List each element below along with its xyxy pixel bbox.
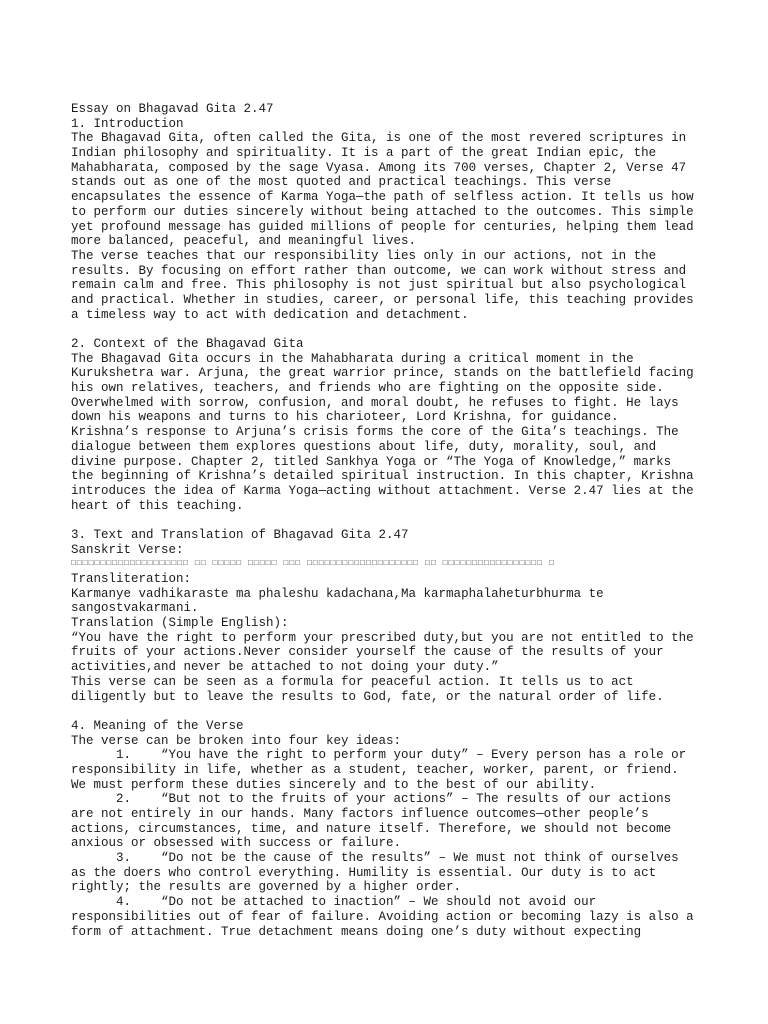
paragraph-line: Transliteration: bbox=[71, 572, 192, 586]
paragraph-line: The Bhagavad Gita occurs in the Mahabharata during a critical moment in the bbox=[71, 351, 634, 366]
paragraph-line: encapsulates the essence of Karma Yoga—the path of selfless action. It tells us how bbox=[71, 190, 694, 205]
paragraph-line: “You have the right to perform your prescribed duty,but you are not entitled to the bbox=[71, 630, 694, 645]
paragraph-line: his own relatives, teachers, and friends who are fighting on the opposite side. bbox=[71, 381, 664, 396]
paragraph-spacer bbox=[71, 322, 701, 337]
section-heading: 3. Text and Translation of Bhagavad Gita 2.47 bbox=[71, 527, 409, 542]
paragraph-line: Mahabharata, composed by the sage Vyasa. Among its 700 verses, Chapter 2, Verse 47 bbox=[71, 160, 687, 175]
paragraph-line: rightly; the results are governed by a higher order. bbox=[71, 880, 462, 895]
document-title: Essay on Bhagavad Gita 2.47 bbox=[71, 102, 274, 116]
paragraph-line: Overwhelmed with sorrow, confusion, and moral doubt, he refuses to fight. He lays bbox=[71, 395, 679, 410]
paragraph-line: activities,and never be attached to not doing your duty.” bbox=[71, 660, 499, 675]
paragraph-line: This verse can be seen as a formula for peaceful action. It tells us to act bbox=[71, 674, 634, 689]
paragraph-line: Indian philosophy and spirituality. It is a part of the great Indian epic, the bbox=[71, 146, 657, 161]
section-meaning bbox=[71, 719, 701, 939]
paragraph-line: Karmanye vadhikaraste ma phaleshu kadachana,Ma karmaphalaheturbhurma te bbox=[71, 586, 604, 601]
paragraph-line: as the doers who control everything. Humility is essential. Our duty is to act bbox=[71, 865, 657, 880]
paragraph-line: Kurukshetra war. Arjuna, the great warrior prince, stands on the battlefield facing bbox=[71, 366, 694, 381]
list-item-line: 3. “Do not be the cause of the results” – We must not think of ourselves bbox=[71, 851, 679, 866]
paragraph-line: The Bhagavad Gita, often called the Gita, is one of the most revered scriptures in bbox=[71, 131, 687, 146]
paragraph-line: down his weapons and turns to his charioteer, Lord Krishna, for guidance. bbox=[71, 410, 619, 425]
paragraph-line: actions, circumstances, time, and nature itself. Therefore, we should not become bbox=[71, 821, 672, 836]
paragraph-line: We must perform these duties sincerely and to the best of our ability. bbox=[71, 777, 597, 792]
section-heading: 1. Introduction bbox=[71, 116, 184, 131]
paragraph-line: to perform our duties sincerely without being attached to the outcomes. This simple bbox=[71, 204, 694, 219]
paragraph-line: a timeless way to act with dedication and detachment. bbox=[71, 307, 469, 322]
paragraph-line: results. By focusing on effort rather than outcome, we can work without stress and bbox=[71, 263, 687, 278]
paragraph-line: sangostvakarmani. bbox=[71, 601, 199, 616]
paragraph-line: the beginning of Krishna’s detailed spiritual instruction. In this chapter, Krishna bbox=[71, 469, 694, 484]
paragraph-line: anxious or obsessed with success or failure. bbox=[71, 836, 402, 851]
sanskrit-verse-missing-glyphs: □□□□□□□□□□□□□□□□□□□□ □□ □□□□□ □□□□□ □□□ □□□□□□□□□□□□□□□□□□□ □□ □□□□□□□□□□□□□□□□□ □ bbox=[71, 559, 555, 569]
paragraph-line: Sanskrit Verse: bbox=[71, 542, 184, 557]
paragraph-line: responsibilities out of fear of failure. Avoiding action or becoming lazy is also a bbox=[71, 909, 694, 924]
paragraph-spacer bbox=[71, 704, 701, 719]
list-item-line: 4. “Do not be attached to inaction” – We should not avoid our bbox=[71, 895, 597, 910]
section-heading: 2. Context of the Bhagavad Gita bbox=[71, 337, 304, 351]
paragraph-line: and practical. Whether in studies, career, or personal life, this teaching provides bbox=[71, 292, 694, 307]
paragraph-line: Translation (Simple English): bbox=[71, 616, 289, 631]
paragraph-line: yet profound message has guided millions of people for centuries, helping them lead bbox=[71, 219, 694, 234]
paragraph-line: form of attachment. True detachment means doing one’s duty without expecting bbox=[71, 924, 642, 939]
paragraph-line: fruits of your actions.Never consider yourself the cause of the results of your bbox=[71, 645, 664, 660]
paragraph-line: divine purpose. Chapter 2, titled Sankhya Yoga or “The Yoga of Knowledge,” marks bbox=[71, 454, 672, 469]
paragraph-line: responsibility in life, whether as a student, teacher, worker, parent, or friend. bbox=[71, 762, 679, 777]
section-heading: 4. Meaning of the Verse bbox=[71, 718, 244, 733]
list-item-line: 1. “You have the right to perform your duty” – Every person has a role or bbox=[71, 748, 687, 763]
paragraph-line: The verse teaches that our responsibility lies only in our actions, not in the bbox=[71, 248, 657, 263]
paragraph-line: introduces the idea of Karma Yoga—acting without attachment. Verse 2.47 lies at the bbox=[71, 483, 694, 498]
section-context bbox=[71, 337, 701, 513]
paragraph-spacer bbox=[71, 513, 701, 528]
paragraph-line: remain calm and free. This philosophy is not just spiritual but also psychological bbox=[71, 278, 687, 293]
paragraph-line: diligently but to leave the results to God, fate, or the natural order of life. bbox=[71, 689, 664, 704]
document-page bbox=[71, 102, 701, 939]
paragraph-line: heart of this teaching. bbox=[71, 498, 244, 513]
section-text-translation bbox=[71, 528, 701, 704]
paragraph-line: are not entirely in our hands. Many factors influence outcomes—other people’s bbox=[71, 807, 649, 821]
section-introduction bbox=[71, 117, 701, 323]
paragraph-line: Krishna’s response to Arjuna’s crisis forms the core of the Gita’s teachings. The bbox=[71, 425, 679, 440]
paragraph-line: more balanced, peaceful, and meaningful lives. bbox=[71, 234, 417, 249]
list-item-line: 2. “But not to the fruits of your actions” – The results of our actions bbox=[71, 792, 672, 807]
paragraph-line: stands out as one of the most quoted and practical teachings. This verse bbox=[71, 175, 612, 190]
paragraph-line: The verse can be broken into four key ideas: bbox=[71, 733, 402, 748]
paragraph-line: dialogue between them explores questions about life, duty, morality, soul, and bbox=[71, 439, 657, 454]
